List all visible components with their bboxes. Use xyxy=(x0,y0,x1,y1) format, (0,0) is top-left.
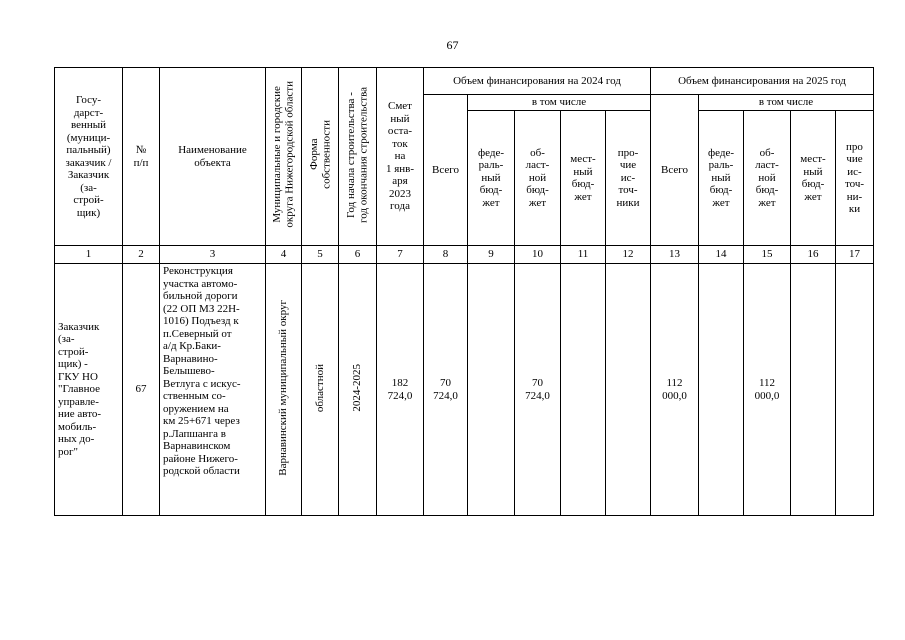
column-number: 3 xyxy=(160,246,266,264)
column-number: 5 xyxy=(302,246,339,264)
header-ownership xyxy=(302,68,339,246)
row-ownership-text: областной xyxy=(313,363,326,412)
column-number: 12 xyxy=(606,246,651,264)
header-regional-2024: об- ласт- ной бюд- жет xyxy=(515,111,561,246)
row-ownership xyxy=(302,264,339,516)
row-local-2025 xyxy=(791,264,836,516)
column-number: 7 xyxy=(377,246,424,264)
header-districts-text: Муниципальные и городские округа Нижегородской области xyxy=(271,81,296,229)
column-number: 16 xyxy=(791,246,836,264)
row-total-2025: 112 000,0 xyxy=(651,264,699,516)
row-local-2024 xyxy=(561,264,606,516)
column-number: 4 xyxy=(266,246,302,264)
column-number: 6 xyxy=(339,246,377,264)
row-years-text: 2024-2025 xyxy=(351,363,364,412)
header-federal-2024: феде- раль- ный бюд- жет xyxy=(468,111,515,246)
header-total-2024: Всего xyxy=(424,95,468,246)
header-districts xyxy=(266,68,302,246)
header-number: № п/п xyxy=(123,68,160,246)
header-other-2025: про чие ис- точ- ни- ки xyxy=(836,111,874,246)
row-total-2024: 70 724,0 xyxy=(424,264,468,516)
column-number: 2 xyxy=(123,246,160,264)
row-federal-2025 xyxy=(699,264,744,516)
table-row xyxy=(55,264,874,516)
header-ownership-text: Форма собственности xyxy=(307,120,332,190)
column-number: 10 xyxy=(515,246,561,264)
row-district xyxy=(266,264,302,516)
column-number-row xyxy=(55,246,874,264)
page-number: 67 xyxy=(446,38,459,52)
header-row-group xyxy=(55,68,874,95)
row-regional-2025: 112 000,0 xyxy=(744,264,791,516)
column-number: 14 xyxy=(699,246,744,264)
row-object-name: Реконструкция участка автомо- бильной дороги (22 ОП МЗ 22Н- 1016) Подъезд к п.Северный от а/д Кр.Баки- Варнавино- Белышево- Ветлуга с искус- ственным со- оружением на км 25+671 через р.Лапшанга в Варнавинском районе Нижего- родской области xyxy=(160,264,266,516)
column-number: 17 xyxy=(836,246,874,264)
column-number: 1 xyxy=(55,246,123,264)
header-local-2025: мест- ный бюд- жет xyxy=(791,111,836,246)
header-years-text: Год начала строительства - год окончания строительства xyxy=(345,86,370,223)
column-number: 9 xyxy=(468,246,515,264)
header-total-2025: Всего xyxy=(651,95,699,246)
header-local-2024: мест- ный бюд- жет xyxy=(561,111,606,246)
column-number: 15 xyxy=(744,246,791,264)
row-number: 67 xyxy=(123,264,160,516)
header-including-2025: в том числе xyxy=(699,95,874,111)
header-federal-2025: феде- раль- ный бюд- жет xyxy=(699,111,744,246)
row-other-2024 xyxy=(606,264,651,516)
header-funding-2025: Объем финансирования на 2025 год xyxy=(651,68,874,95)
investment-table xyxy=(54,67,874,516)
header-object-name: Наименование объекта xyxy=(160,68,266,246)
row-regional-2024: 70 724,0 xyxy=(515,264,561,516)
row-customer: Заказчик (за- строй- щик) - ГКУ НО "Главное управле- ние авто- мобиль- ных до- рог" xyxy=(55,264,123,516)
header-including-2024: в том числе xyxy=(468,95,651,111)
header-other-2024: про- чие ис- точ- ники xyxy=(606,111,651,246)
column-number: 13 xyxy=(651,246,699,264)
row-federal-2024 xyxy=(468,264,515,516)
header-customer: Госу- дарст- венный (муници- пальный) заказчик / Заказчик (за- строй- щик) xyxy=(55,68,123,246)
header-regional-2025: об- ласт- ной бюд- жет xyxy=(744,111,791,246)
row-years xyxy=(339,264,377,516)
header-years xyxy=(339,68,377,246)
row-balance: 182 724,0 xyxy=(377,264,424,516)
header-funding-2024: Объем финансирования на 2024 год xyxy=(424,68,651,95)
row-district-text: Варнавинский муниципальный округ xyxy=(277,299,290,476)
row-other-2025 xyxy=(836,264,874,516)
header-balance: Смет ный оста- ток на 1 янв- аря 2023 года xyxy=(377,68,424,246)
column-number: 8 xyxy=(424,246,468,264)
column-number: 11 xyxy=(561,246,606,264)
